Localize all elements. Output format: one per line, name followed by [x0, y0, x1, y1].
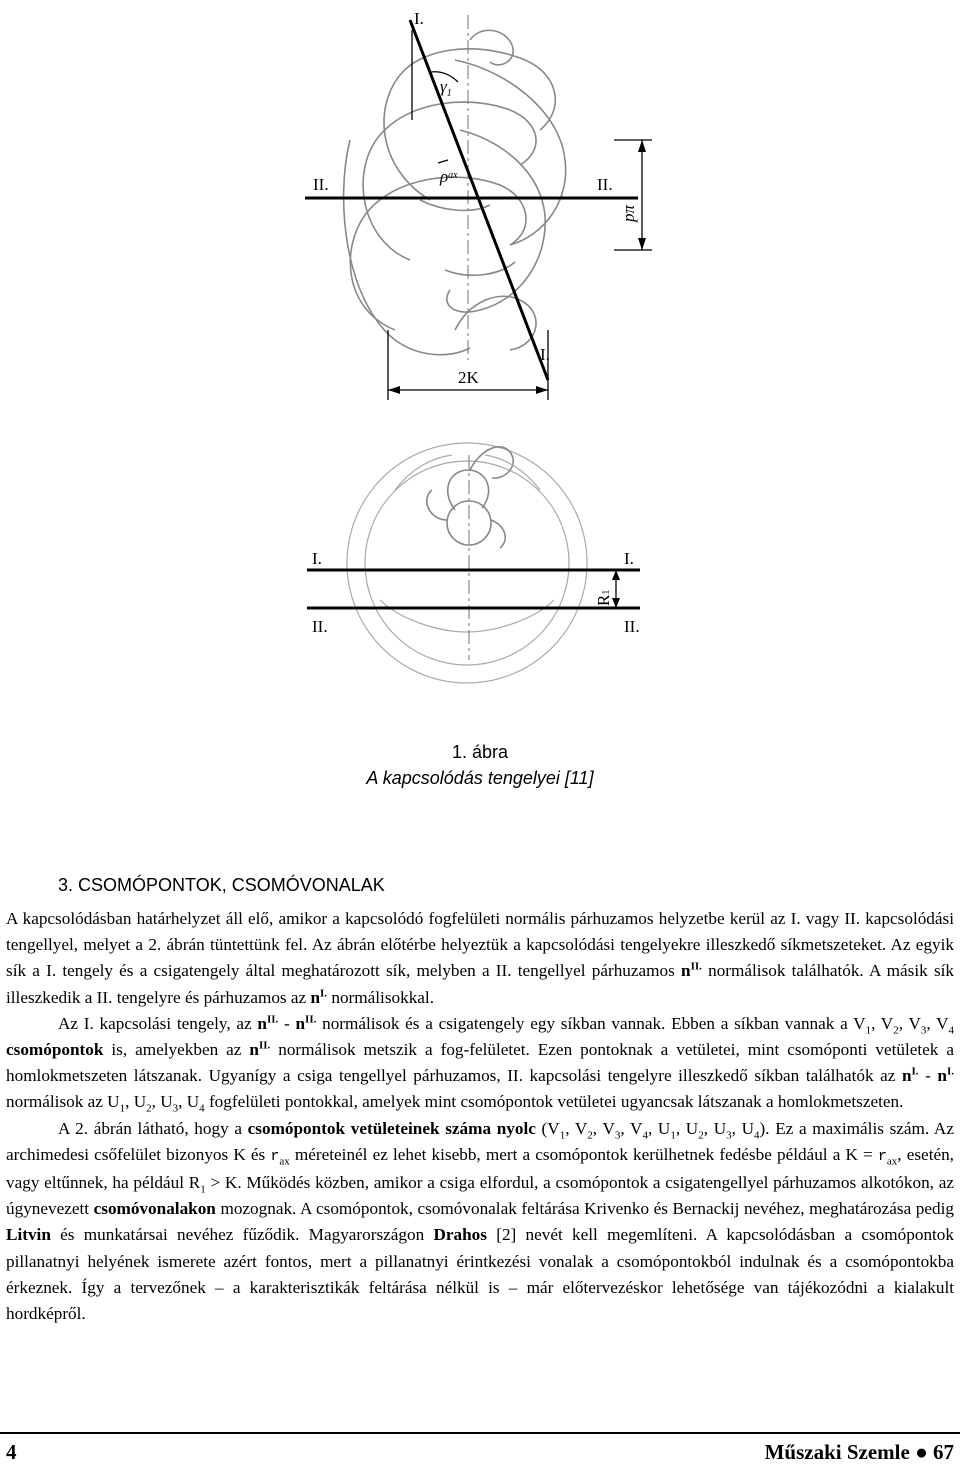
text-run: 3 — [726, 1129, 732, 1142]
inner-circle — [365, 461, 569, 665]
text-run: , U — [703, 1118, 727, 1138]
issue-number: 67 — [933, 1440, 954, 1464]
text-run: ax — [886, 1155, 898, 1168]
text-run: II. — [258, 1039, 271, 1052]
text-run: , V — [898, 1013, 921, 1033]
text-run: 3 — [614, 1129, 621, 1142]
label-end-II-left: II. — [312, 617, 328, 636]
text-run: , V — [620, 1118, 643, 1138]
text-run: 2 — [698, 1129, 704, 1142]
text-run: n — [681, 961, 691, 981]
text-run: , U — [178, 1092, 200, 1112]
text-run: n — [295, 1013, 306, 1033]
label-p-pi: pπ — [619, 204, 638, 222]
text-run: fogfelületi pontokkal, amelyek mint csomópontok vetületei ugyancsak látszanak a homlokmetszeten. — [204, 1092, 904, 1112]
text-run: 1 — [119, 1102, 126, 1115]
outer-circle — [347, 443, 587, 683]
text-run: , U — [675, 1118, 699, 1138]
helix-curve — [455, 60, 566, 245]
text-run: I. — [911, 1065, 919, 1078]
lobe-curve — [448, 470, 489, 510]
journal-name: Műszaki Szemle — [764, 1440, 910, 1464]
text-run: 4 — [642, 1129, 648, 1142]
text-run: n — [310, 987, 321, 1007]
paragraph — [6, 906, 954, 1011]
label-r1: R1 — [594, 589, 613, 606]
text-run: 1 — [865, 1024, 872, 1037]
axis-I-line — [410, 20, 548, 380]
text-run: > K. Működés közben, amikor a csiga elfordul, a csomópontok a csigatengellyel párhuzamos alkotókon, az úgynevezett — [6, 1173, 954, 1219]
text-run: 2 — [587, 1129, 593, 1142]
text-run: n — [937, 1066, 947, 1086]
arrow-head — [638, 238, 646, 250]
lobe-curve — [427, 490, 447, 520]
arc-curve — [380, 600, 554, 632]
text-run: ax — [279, 1155, 290, 1168]
text-run: csomóvonalakon — [93, 1199, 216, 1219]
label-end-I-left: I. — [312, 549, 322, 568]
text-run: mozognak. A csomópontok, csomóvonalak feltárása Krivenko és Bernackij nevéhez, meghatározása pedig — [215, 1199, 954, 1219]
rho-tick — [438, 160, 448, 163]
text-run: , V — [565, 1118, 588, 1138]
text-run: r — [270, 1147, 280, 1165]
section-heading: 3. CSOMÓPONTOK, CSOMÓVONALAK — [58, 875, 385, 895]
label-end-II-right: II. — [624, 617, 640, 636]
text-run: [2] nevét kell megemlíteni. A kapcsolódásban a csomópontok pillanatnyi helyének ismerete azért fontos, mert a pillanatnyi érintkezési vonalak a csomópontokból indulnak és a csomópontokba érkeznek. Így a tervezőnek – a karakterisztikák feltárása nélkül is – már előtervezéskor lehetősége van tájékozódni a kialakult hordképről. — [6, 1225, 954, 1324]
text-run: II. — [690, 960, 702, 973]
text-run: , esetén, vagy eltűnnek, ha például R — [6, 1144, 954, 1193]
text-run: , U — [731, 1118, 754, 1138]
arrow-head — [388, 386, 400, 394]
text-run: 4 — [754, 1129, 760, 1142]
arrow-head — [638, 140, 646, 152]
text-run: A 2. ábrán látható, hogy a — [58, 1118, 248, 1138]
lobe-curve — [491, 520, 505, 548]
label-2k: 2K — [458, 368, 479, 387]
text-run: , U — [125, 1092, 147, 1112]
text-run: 2 — [893, 1024, 899, 1037]
text-run: I. — [946, 1065, 954, 1078]
text-run: (V — [535, 1118, 560, 1138]
text-run: , V — [871, 1013, 894, 1033]
text-run: méreteinél ez lehet kisebb, mert a csomópontok kerülhetnek fedésbe például a K = — [289, 1144, 878, 1164]
arc-curve — [395, 455, 452, 490]
journal-footer — [765, 1440, 954, 1465]
text-run: Litvin — [6, 1225, 51, 1245]
paragraph — [6, 1116, 954, 1328]
text-run: Drahos — [433, 1225, 487, 1245]
text-run: , V — [926, 1013, 949, 1033]
text-run: n — [901, 1066, 912, 1086]
text-run: 1 — [670, 1129, 676, 1142]
footer-rule — [0, 1432, 960, 1434]
text-run: 4 — [948, 1024, 954, 1037]
text-run: csomópontok — [6, 1040, 104, 1060]
page-number: 4 — [6, 1440, 17, 1464]
text-run: , V — [592, 1118, 615, 1138]
label-axis-II-left: II. — [313, 175, 329, 194]
text-run: , U — [647, 1118, 671, 1138]
text-run: 1 — [559, 1129, 566, 1142]
text-run: normálisok találhatók. A másik sík illeszkedik a II. tengelyre és párhuzamos az — [6, 961, 955, 1007]
text-run: 3 — [172, 1102, 179, 1115]
text-run: A kapcsolódásban határhelyzet áll elő, amikor a kapcsolódó fogfelületi normális párhuzamos helyzetbe kerül az I. vagy II. kapcsolódási tengellyel, melyet a 2. ábrán tüntettünk fel. Az ábrán előtérbe helyeztük a kapcsolódási tengelyekre illeszkedő síkmetszeteket. Az egyik sík a I. tengely és a csigatengely által meghatározott sík, melyben a II. tengellyel párhuzamos — [6, 909, 954, 981]
paragraph — [6, 1011, 954, 1116]
worm-end-view — [307, 443, 640, 683]
text-run: n — [249, 1040, 259, 1060]
text-run: II. — [305, 1013, 317, 1026]
helix-curve — [470, 30, 513, 65]
text-run: normálisok és a csigatengely egy síkban vannak. Ebben a síkban vannak a V — [316, 1013, 866, 1033]
text-run: 1 — [200, 1183, 206, 1196]
text-run: - — [278, 1013, 296, 1033]
text-run: II. — [266, 1013, 279, 1026]
figure-caption-title: A kapcsolódás tengelyei [11] — [366, 768, 594, 788]
text-run: - — [918, 1066, 938, 1086]
text-run: r — [877, 1147, 887, 1165]
text-run: n — [257, 1013, 267, 1033]
text-run: 3 — [920, 1024, 927, 1037]
label-gamma: $\gamma_1$ — [440, 77, 452, 99]
text-run: ). Ez a maximális szám. Az archimedesi csőfelület bizonyos K és — [6, 1118, 954, 1164]
text-run: és munkatársai nevéhez fűződik. Magyarországon — [50, 1225, 434, 1245]
label-axis-I-bottom: I. — [540, 345, 550, 364]
body-text — [6, 906, 954, 1327]
text-run: I. — [320, 986, 328, 999]
worm-side-view — [305, 9, 652, 400]
text-run: Az I. kapcsolási tengely, az — [58, 1013, 258, 1033]
figure-caption-number: 1. ábra — [451, 742, 509, 762]
label-rho-ax: $\rho^{ax}$ — [440, 167, 458, 186]
text-run: normálisok az U — [6, 1092, 120, 1112]
text-run: , U — [151, 1092, 173, 1112]
text-run: normálisok metszik a fog-felületet. Ezen pontoknak a vetületei, mint csomóponti vetületek a homlokmetszeten látszanak. Ugyanígy a csiga tengellyel párhuzamos, II. kapcsolási tengelyre illeszkedő síkban találhatók az — [6, 1040, 954, 1086]
text-run: 2 — [146, 1102, 152, 1115]
text-run: is, amelyekben az — [103, 1040, 250, 1060]
label-axis-I-top: I. — [414, 9, 424, 28]
text-run: normálisokkal. — [327, 987, 434, 1007]
arrow-head — [536, 386, 548, 394]
text-run: 4 — [199, 1102, 205, 1115]
label-end-I-right: I. — [624, 549, 634, 568]
bullet-icon: ● — [915, 1440, 928, 1464]
text-run: csomópontok vetületeinek száma nyolc — [247, 1118, 536, 1138]
label-axis-II-right: II. — [597, 175, 613, 194]
